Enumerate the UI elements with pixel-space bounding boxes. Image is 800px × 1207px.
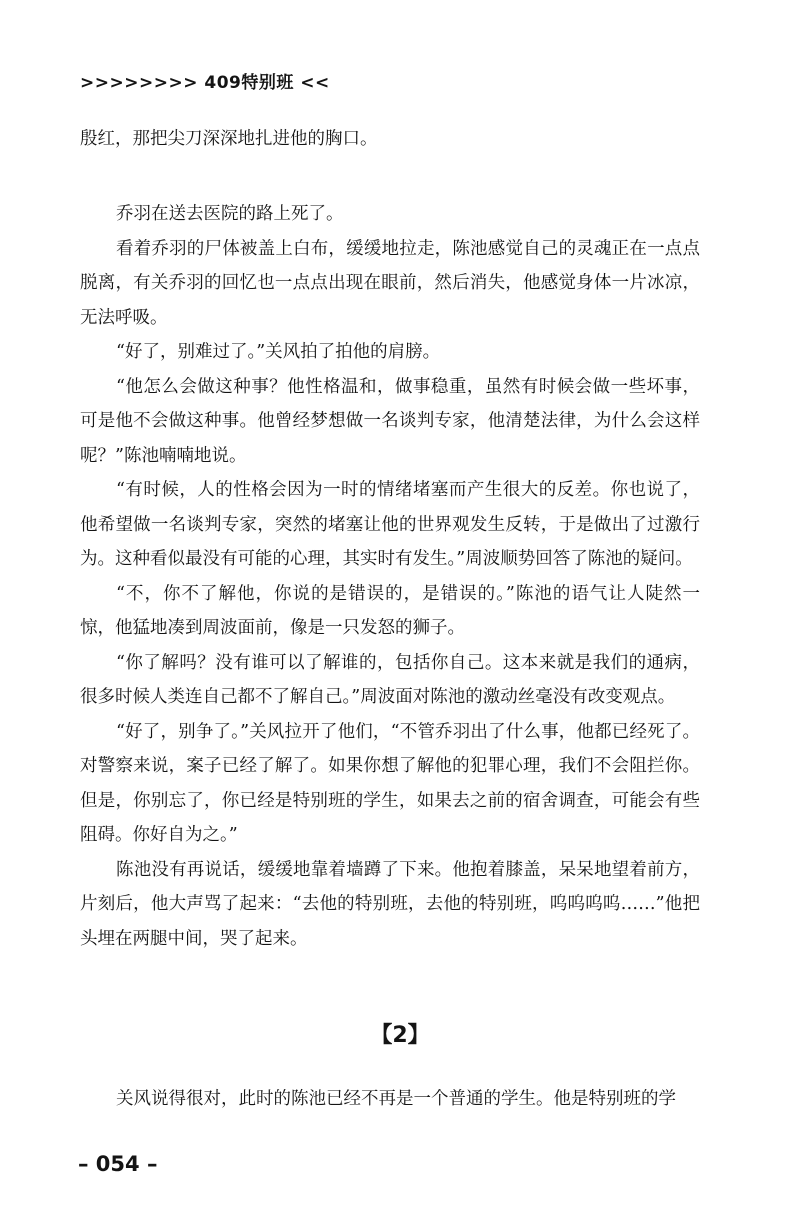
page-number: – 054 –: [78, 1152, 158, 1176]
paragraph-4: “他怎么会做这种事？他性格温和，做事稳重，虽然有时候会做一些坏事，可是他不会做这种事。他曾经梦想做一名谈判专家，他清楚法律，为什么会这样呢？”陈池喃喃地说。: [80, 376, 700, 466]
paragraph-8: “好了，别争了。”关风拉开了他们，“不管乔羽出了什么事，他都已经死了。对警察来说，案子已经了解了。如果你想了解他的犯罪心理，我们不会阻拦你。但是，你别忘了，你已经是特别班的学生，如果去之前的宿舍调查，可能会有些阻碍。你好自为之。”: [80, 721, 700, 845]
paragraph-7: “你了解吗？没有谁可以了解谁的，包括你自己。这本来就是我们的通病，很多时候人类连自己都不了解自己。”周波面对陈池的激动丝毫没有改变观点。: [80, 652, 700, 707]
continued-text: [80, 122, 700, 157]
section-heading: 【2】: [370, 1023, 430, 1048]
paragraph-6: “不，你不了解他，你说的是错误的，是错误的。”陈池的语气让人陡然一惊，他猛地凑到周波面前，像是一只发怒的狮子。: [80, 583, 700, 638]
paragraph-5: “有时候，人的性格会因为一时的情绪堵塞而产生很大的反差。你也说了，他希望做一名谈判专家，突然的堵塞让他的世界观发生反转，于是做出了过激行为。这种看似最没有可能的心理，其实时有发生。”周波顺势回答了陈池的疑问。: [80, 480, 700, 569]
running-header: >>>>>>>> 409特别班 <<: [80, 73, 330, 93]
continued-paragraph: 殷红，那把尖刀深深地扎进他的胸口。: [80, 129, 378, 149]
paragraph-3: “好了，别难过了。”关风拍了拍他的肩膀。: [116, 342, 441, 362]
section-first-paragraph: 关风说得很对，此时的陈池已经不再是一个普通的学生。他是特别班的学: [116, 1089, 676, 1109]
paragraph-1: 乔羽在送去医院的路上死了。: [116, 204, 344, 224]
section-text: [80, 1082, 700, 1117]
main-text: [80, 197, 700, 956]
paragraph-9: 陈池没有再说话，缓缓地靠着墙蹲了下来。他抱着膝盖，呆呆地望着前方，片刻后，他大声骂了起来：“去他的特别班，去他的特别班，呜呜呜呜……”他把头埋在两腿中间，哭了起来。: [80, 859, 700, 949]
paragraph-2: 看着乔羽的尸体被盖上白布，缓缓地拉走，陈池感觉自己的灵魂正在一点点脱离，有关乔羽的回忆也一点点出现在眼前，然后消失，他感觉身体一片冰凉，无法呼吸。: [80, 238, 700, 328]
